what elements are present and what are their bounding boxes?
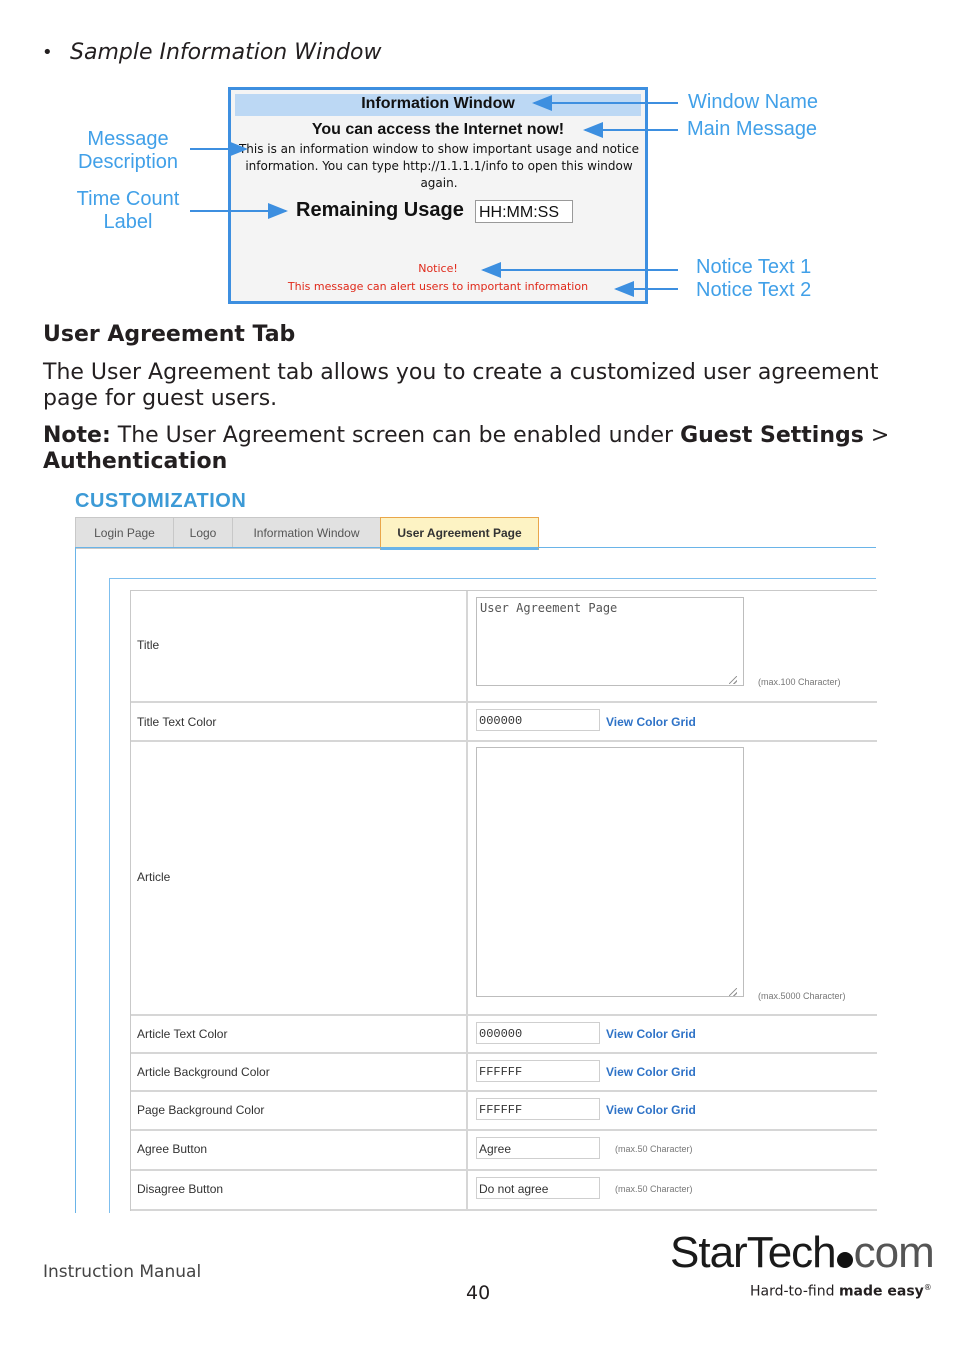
note-guest-settings: Guest Settings: [680, 423, 864, 448]
user-agreement-form: [130, 590, 877, 1211]
article-background-color-label: Article Background Color: [137, 1065, 270, 1079]
remaining-usage-value: HH:MM:SS: [475, 200, 573, 223]
callout-main-message: Main Message: [687, 118, 818, 140]
form-row-disagree-button: [131, 1171, 877, 1211]
registered-mark: ®: [923, 1283, 932, 1292]
article-text-color-input[interactable]: 000000: [476, 1022, 600, 1044]
title-max-hint: (max.100 Character): [758, 677, 841, 687]
logo-tagline: [750, 1283, 932, 1300]
title-resize-handle[interactable]: [729, 676, 737, 684]
title-label: Title: [137, 638, 160, 652]
logo-com: com: [853, 1228, 934, 1277]
article-bg-view-color-grid-link[interactable]: View Color Grid: [606, 1065, 696, 1079]
article-text-color-label: Article Text Color: [137, 1027, 228, 1041]
tab-login-page[interactable]: Login Page: [75, 517, 173, 549]
tab-user-agreement-page[interactable]: User Agreement Page: [380, 517, 539, 550]
startech-logo: [670, 1228, 934, 1278]
note-authentication: Authentication: [43, 449, 228, 474]
notice-text-1: Notice!: [418, 262, 458, 275]
note-paragraph: [43, 423, 903, 475]
article-text-view-color-grid-link[interactable]: View Color Grid: [606, 1027, 696, 1041]
panel-left-border: [75, 548, 76, 1213]
disagree-button-input[interactable]: Do not agree: [476, 1177, 600, 1199]
page-background-color-label: Page Background Color: [137, 1103, 265, 1117]
customization-title: CUSTOMIZATION: [75, 490, 247, 512]
info-window-main-message: You can access the Internet now!: [311, 121, 565, 138]
tab-logo[interactable]: Logo: [173, 517, 232, 549]
form-row-article-text-color: [131, 1016, 877, 1054]
info-window-title: Information Window: [361, 95, 515, 112]
info-window-description: This is an information window to show important usage and notice information. You can type http://1.1.1.1/info to open this window again.: [238, 142, 640, 190]
note-label: Note:: [43, 423, 111, 448]
title-view-color-grid-link[interactable]: View Color Grid: [606, 715, 696, 729]
page-bg-view-color-grid-link[interactable]: View Color Grid: [606, 1103, 696, 1117]
logo-dot-icon: [836, 1251, 854, 1269]
article-max-hint: (max.5000 Character): [758, 991, 846, 1001]
bullet-marker: •: [42, 42, 53, 63]
disagree-button-label: Disagree Button: [137, 1182, 224, 1196]
note-text: The User Agreement screen can be enabled under: [110, 423, 681, 448]
note-separator: >: [863, 423, 890, 448]
form-row-agree-button: [131, 1131, 877, 1171]
page-number: 40: [466, 1282, 491, 1304]
page-background-color-input[interactable]: FFFFFF: [476, 1098, 600, 1120]
title-text-color-input[interactable]: 000000: [476, 709, 600, 731]
tagline-bold: made easy: [838, 1283, 924, 1300]
form-row-article: [131, 742, 877, 1016]
callout-arrows: [0, 0, 954, 320]
article-resize-handle[interactable]: [729, 988, 737, 996]
footer-instruction-manual: Instruction Manual: [43, 1262, 202, 1282]
inner-panel-left-border: [109, 578, 110, 1213]
tab-information-window[interactable]: Information Window: [232, 517, 380, 549]
section-heading: User Agreement Tab: [43, 322, 296, 347]
remaining-usage-label: Remaining Usage: [296, 199, 464, 221]
form-row-article-background-color: [131, 1054, 877, 1092]
title-textarea[interactable]: User Agreement Page: [476, 597, 744, 686]
article-background-color-input[interactable]: FFFFFF: [476, 1060, 600, 1082]
callout-time-count-label: Time Count Label: [76, 188, 180, 233]
article-label: Article: [137, 870, 171, 884]
customization-tabs: [75, 517, 539, 548]
tagline-start: Hard-to-find: [750, 1283, 839, 1300]
title-text-color-label: Title Text Color: [137, 715, 217, 729]
disagree-max-hint: (max.50 Character): [615, 1184, 693, 1194]
logo-main: StarTech: [670, 1228, 836, 1277]
callout-notice-text-1: Notice Text 1: [696, 256, 812, 278]
notice-text-2: This message can alert users to important information: [287, 280, 589, 293]
callout-notice-text-2: Notice Text 2: [696, 279, 812, 301]
form-row-title: [131, 591, 877, 703]
tab-underline: [75, 547, 876, 548]
agree-button-label: Agree Button: [137, 1142, 208, 1156]
callout-window-name: Window Name: [688, 91, 819, 113]
agree-button-input[interactable]: Agree: [476, 1137, 600, 1159]
agree-max-hint: (max.50 Character): [615, 1144, 693, 1154]
form-row-page-background-color: [131, 1092, 877, 1131]
article-textarea[interactable]: [476, 747, 744, 997]
bullet-heading: Sample Information Window: [70, 40, 382, 65]
section-paragraph: The User Agreement tab allows you to create a customized user agreement page for guest users.: [43, 360, 879, 411]
callout-message-description: Message Description: [77, 128, 179, 173]
inner-panel-top-border: [109, 578, 876, 579]
form-row-title-text-color: [131, 703, 877, 742]
